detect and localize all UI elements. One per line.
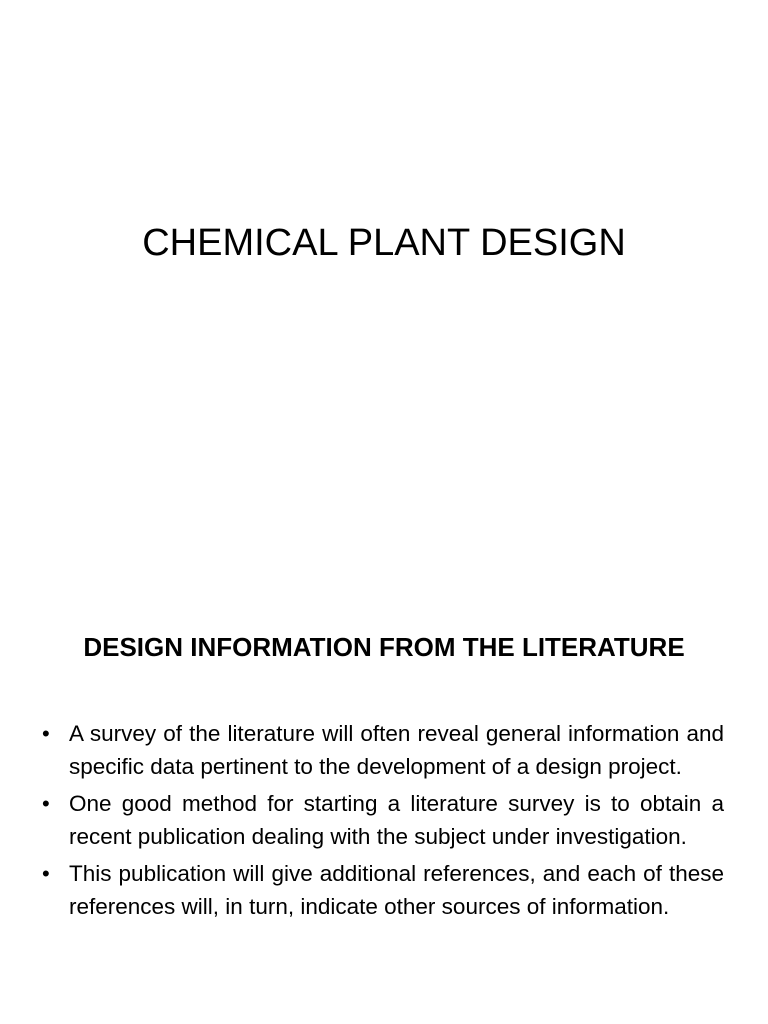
bullet-icon: •: [42, 861, 50, 886]
section-heading: DESIGN INFORMATION FROM THE LITERATURE: [83, 632, 685, 662]
bullet-item: [40, 788, 724, 853]
bullet-text: A survey of the literature will often reveal general information and specific data pertinent to the development of a design project.: [69, 721, 724, 779]
bullet-item: [40, 718, 724, 783]
content-slide: [0, 576, 768, 1024]
bullet-icon: •: [42, 721, 50, 746]
bullet-list: [40, 718, 724, 928]
slide-title: CHEMICAL PLANT DESIGN: [142, 222, 626, 264]
bullet-item: [40, 858, 724, 923]
bullet-text: This publication will give additional references, and each of these references will, in turn, indicate other sources of information.: [69, 861, 724, 919]
bullet-icon: •: [42, 791, 50, 816]
bullet-text: One good method for starting a literature survey is to obtain a recent publication dealing with the subject under investigation.: [69, 791, 724, 849]
